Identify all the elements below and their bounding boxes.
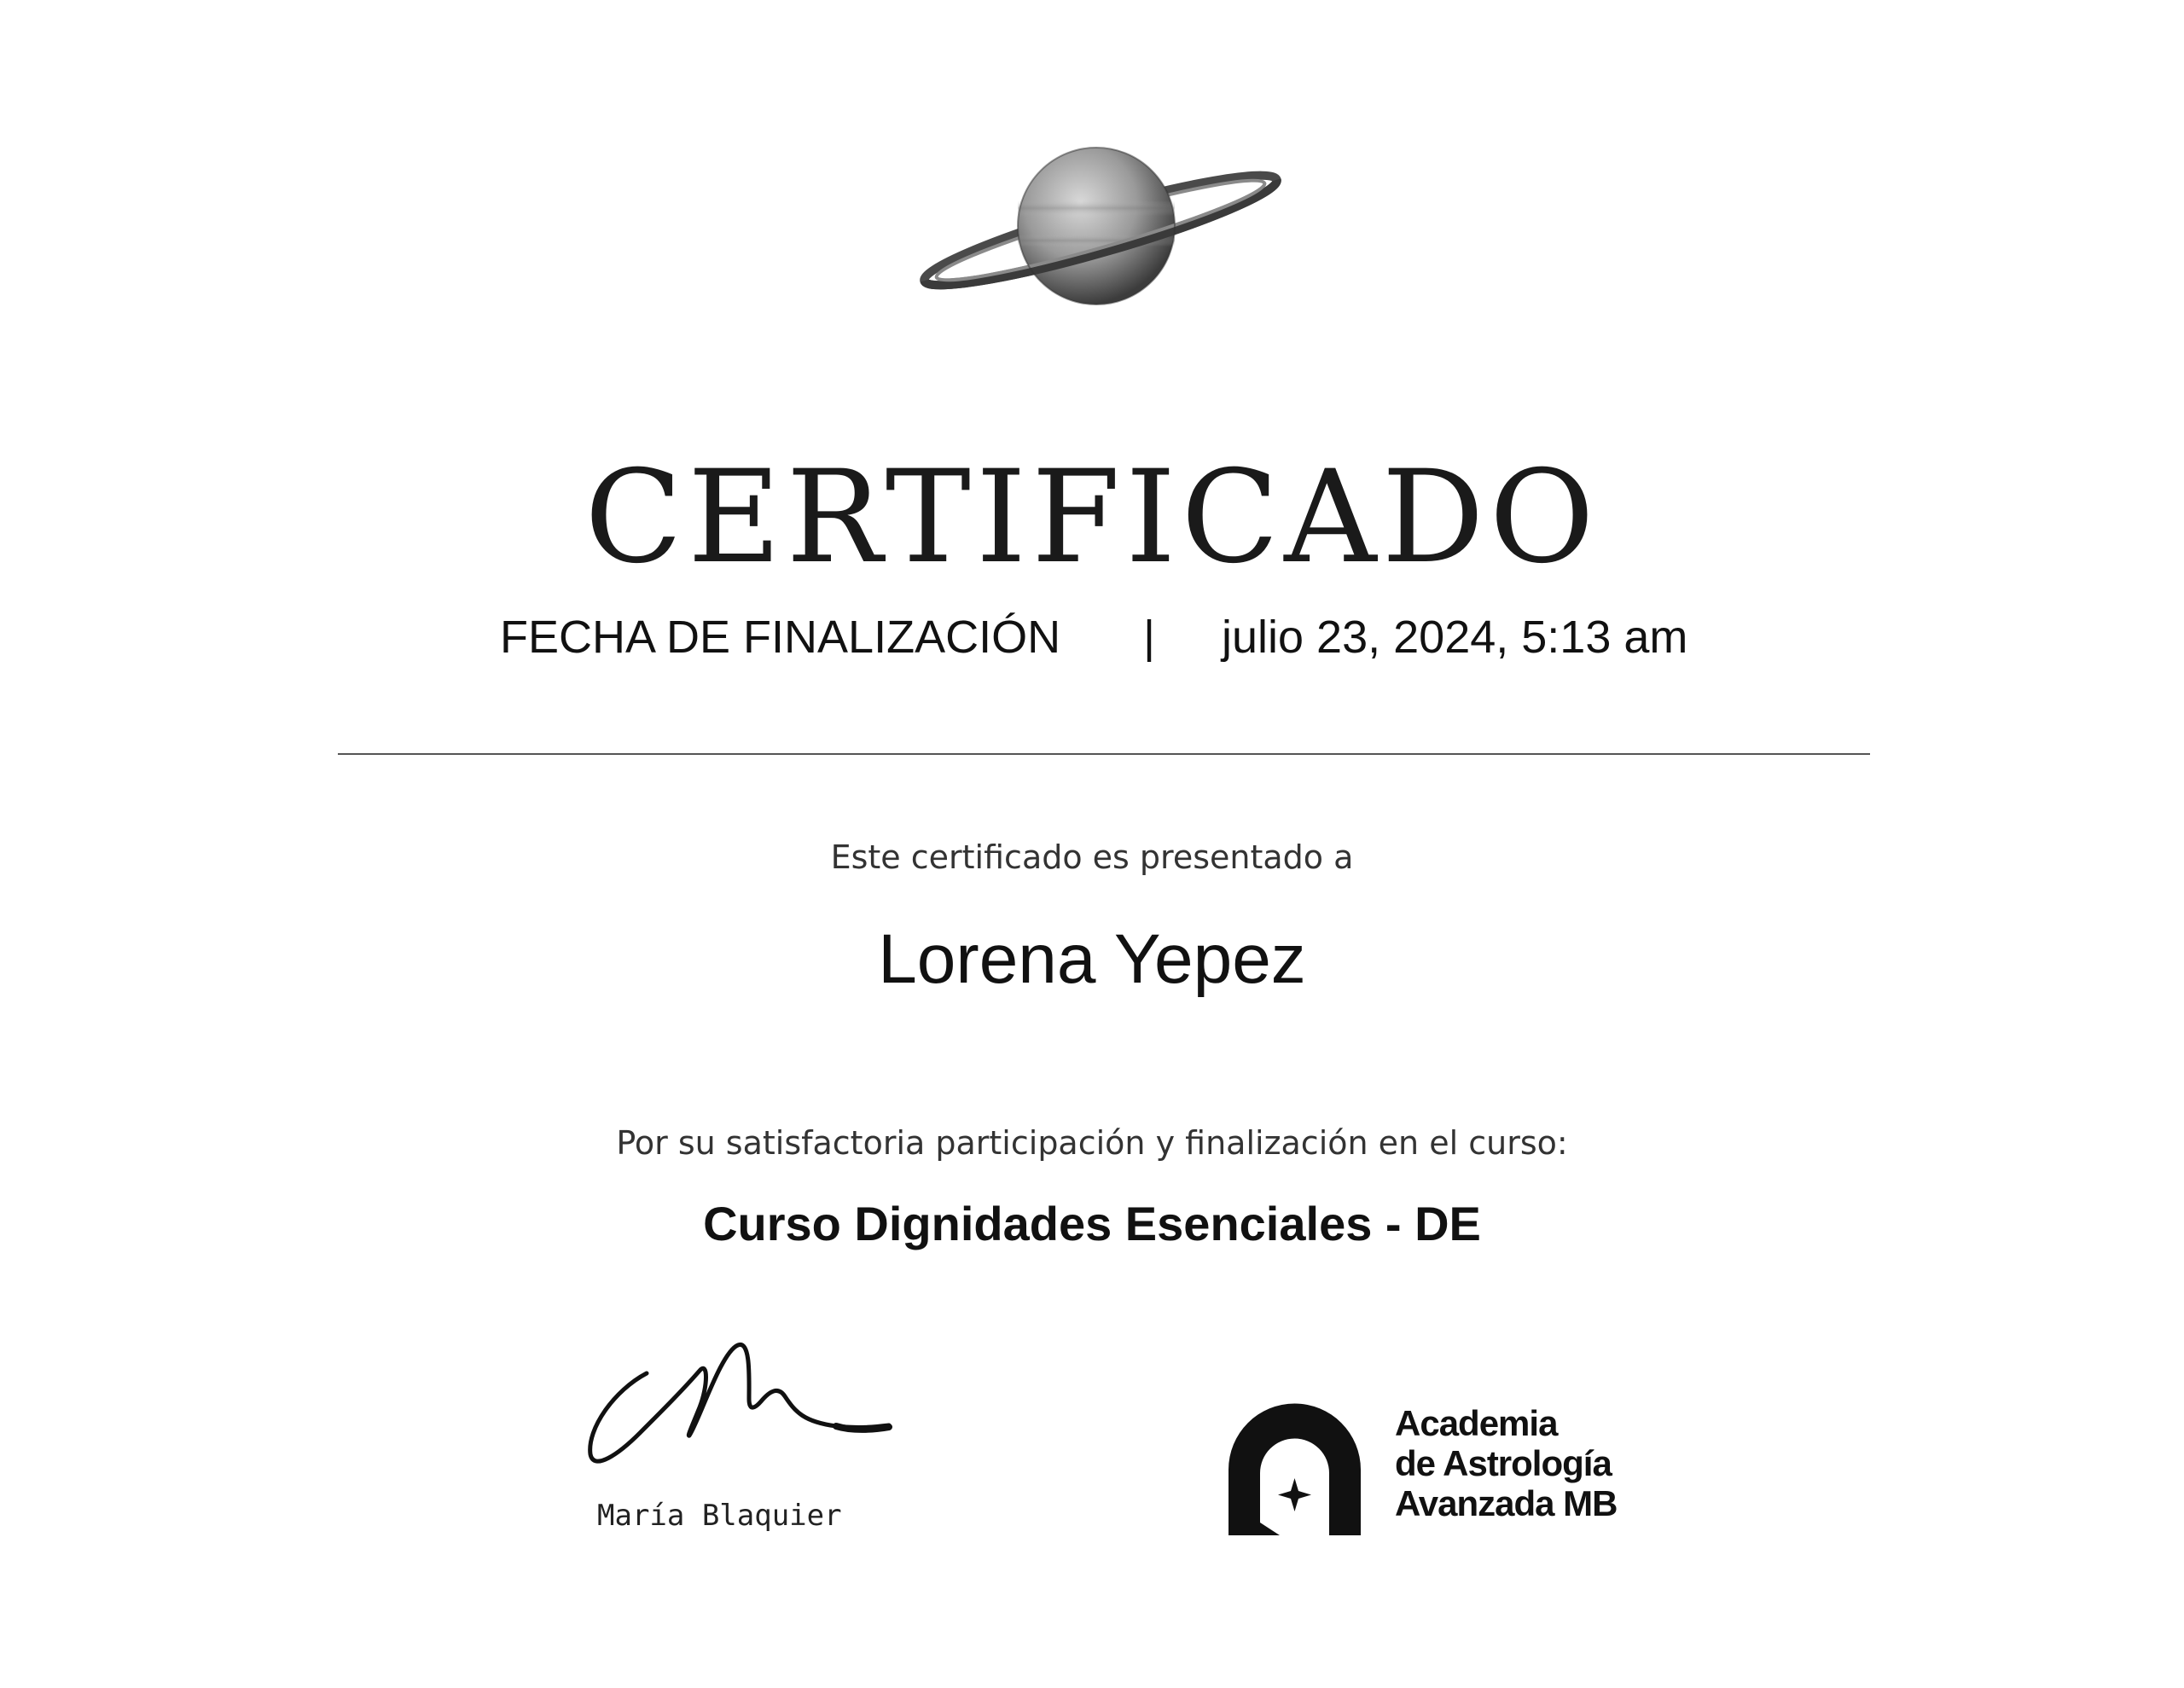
signer-name: María Blaquier xyxy=(597,1499,842,1533)
academy-name xyxy=(1395,1403,1753,1523)
academy-name-line-2: de Astrología xyxy=(1395,1443,1612,1483)
participation-text: Por su satisfactoria participación y finalización en el curso: xyxy=(616,1124,1568,1162)
completion-date-row xyxy=(0,607,2184,667)
presented-text: Este certificado es presentado a xyxy=(830,838,1354,876)
completion-date: julio 23, 2024, 5:13 am xyxy=(1222,612,1688,663)
signature-icon xyxy=(580,1326,904,1480)
completion-label: FECHA DE FINALIZACIÓN xyxy=(500,612,1061,663)
recipient-name: Lorena Yepez xyxy=(878,920,1306,998)
saturn-icon xyxy=(909,141,1292,320)
academy-logo xyxy=(1228,1403,1740,1540)
course-name: Curso Dignidades Esenciales - DE xyxy=(703,1197,1481,1250)
divider xyxy=(338,753,1870,755)
academy-name-line-1: Academia xyxy=(1395,1403,1558,1443)
certificate-title: CERTIFICADO xyxy=(584,444,1600,592)
date-separator: | xyxy=(1143,612,1156,663)
academy-name-line-3: Avanzada MB xyxy=(1395,1483,1618,1523)
arch-star-icon xyxy=(1228,1403,1361,1535)
